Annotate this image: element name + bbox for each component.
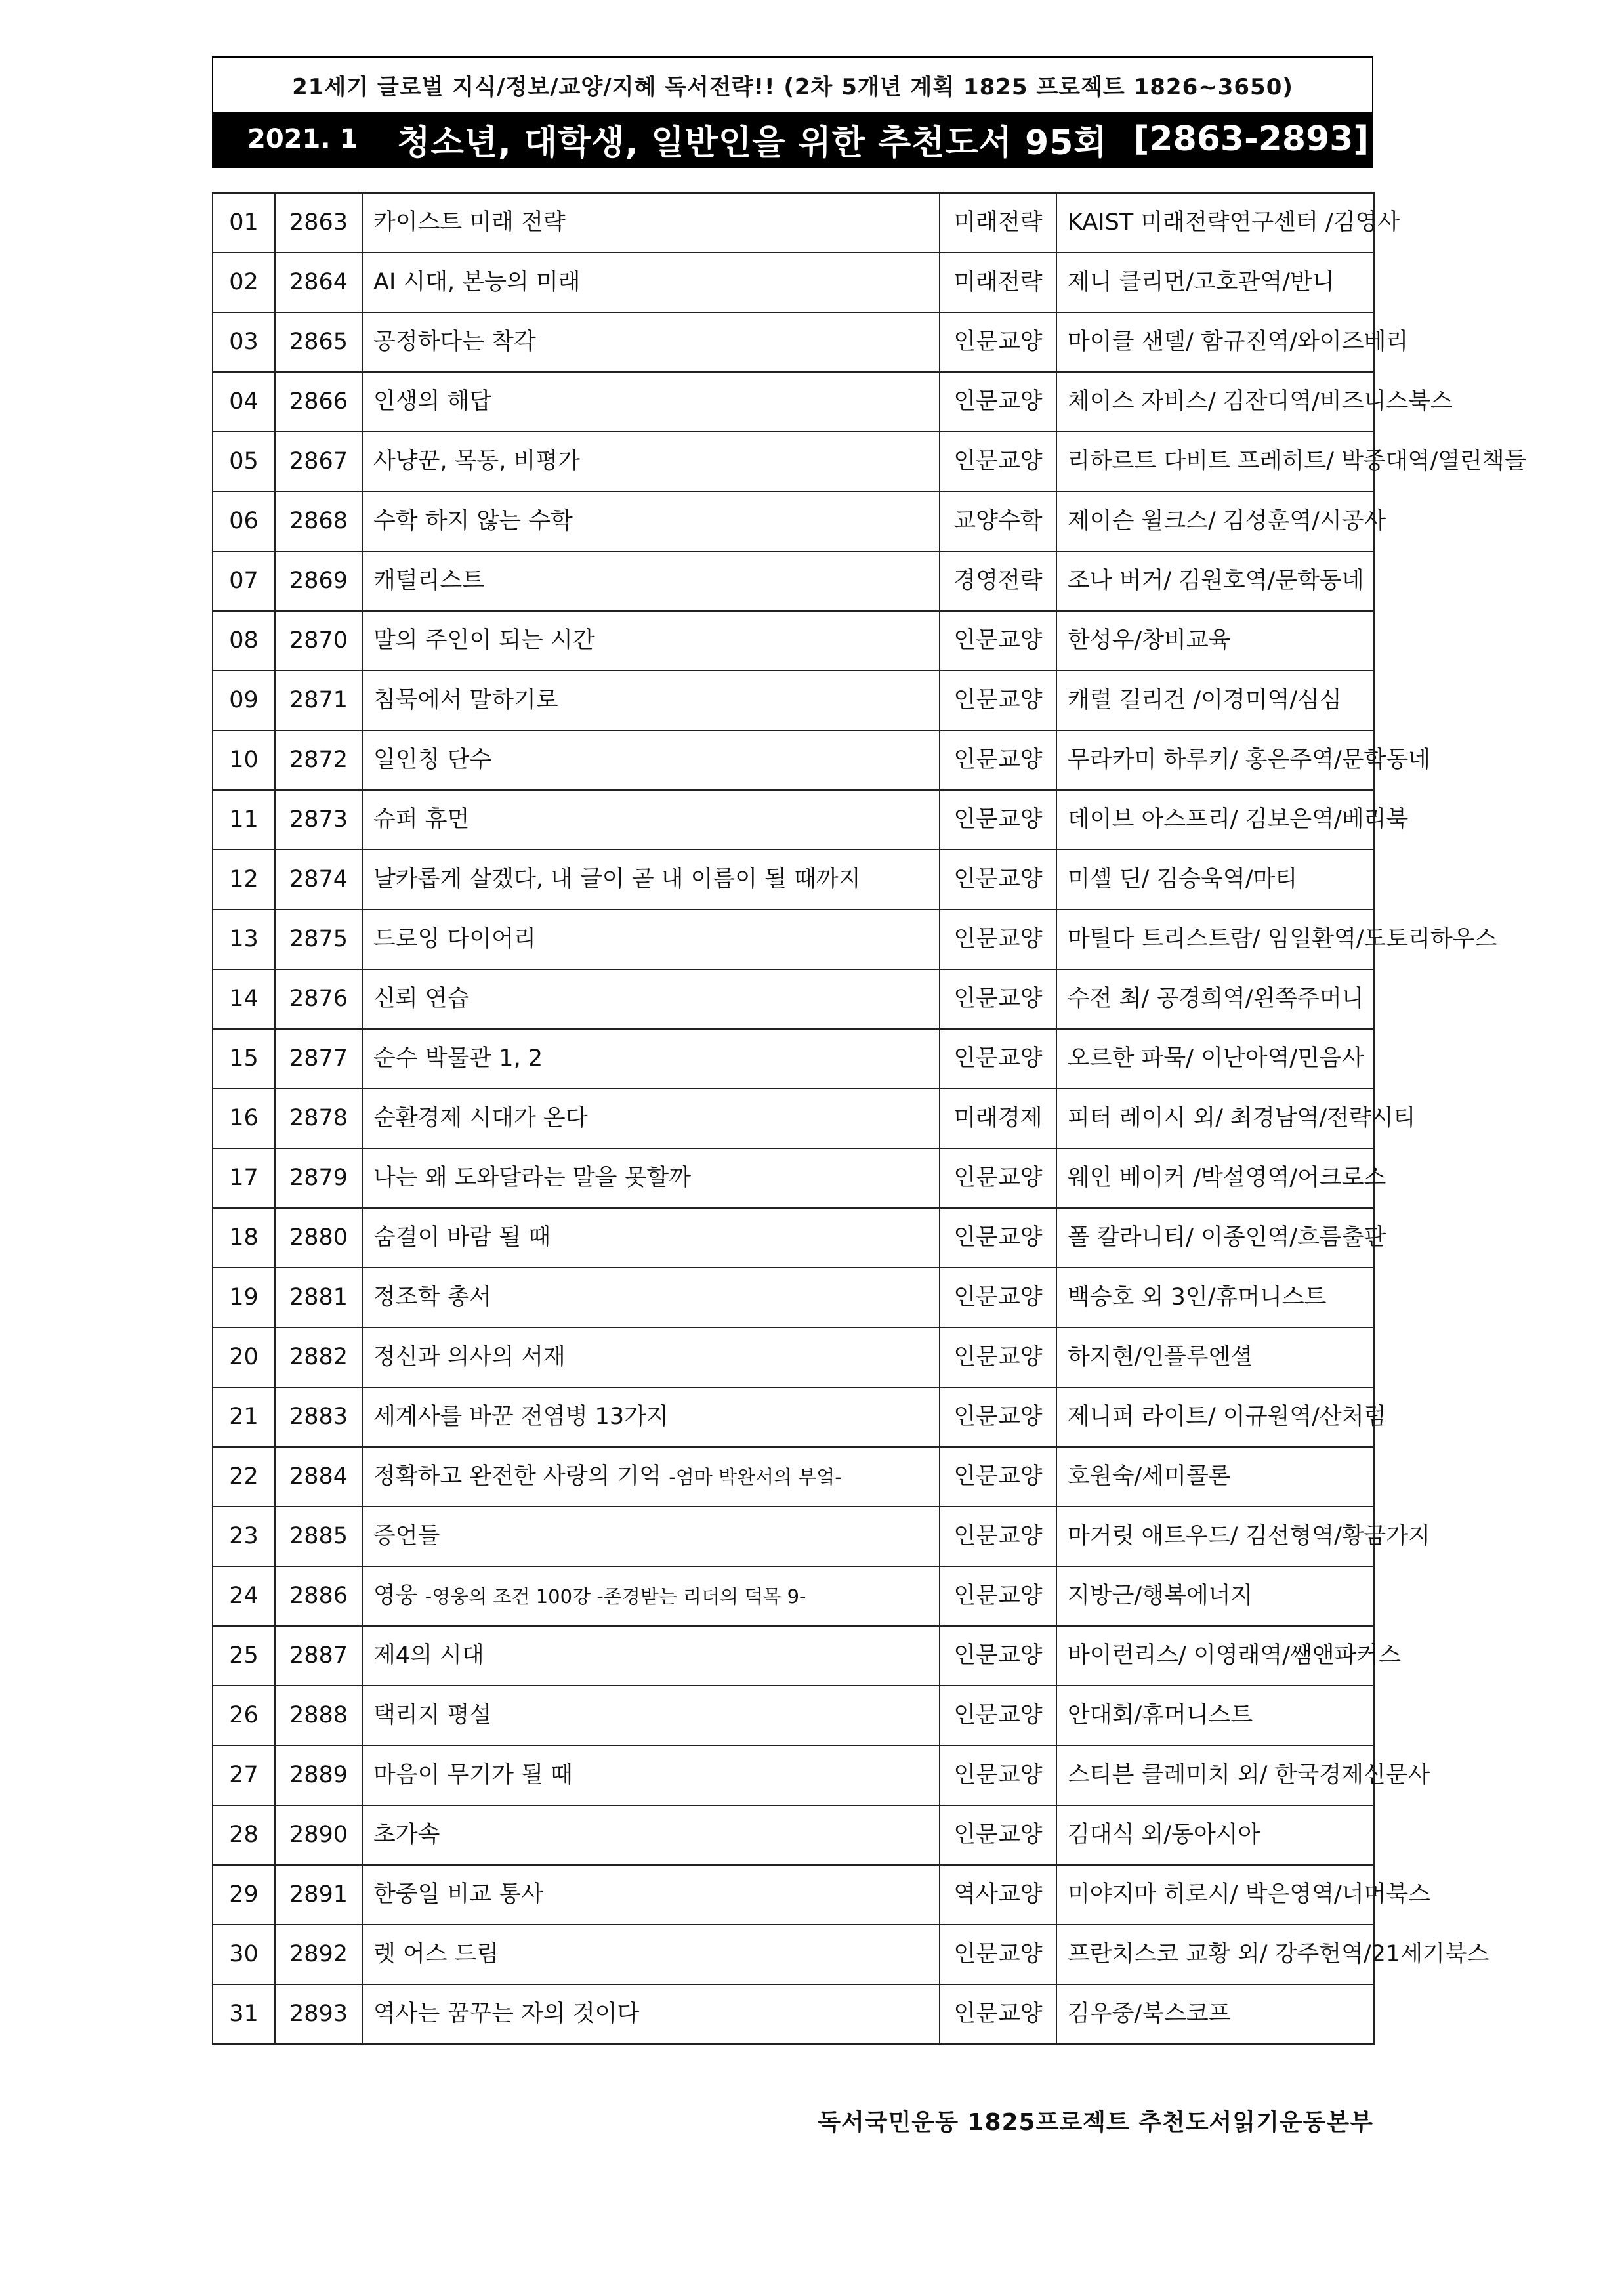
row-number: 31 [213,1984,275,2044]
book-author: 안대회/휴머니스트 [1056,1686,1374,1745]
book-title-main: 역사는 꿈꾸는 자의 것이다 [373,2001,640,2028]
table-row [213,372,1374,432]
book-title [362,790,940,850]
table-row [213,551,1374,611]
book-id: 2893 [275,1984,362,2044]
book-author: 제이슨 윌크스/ 김성훈역/시공사 [1056,491,1374,551]
document-header [212,56,1373,168]
row-number: 22 [213,1447,275,1507]
table-row [213,1148,1374,1208]
book-id: 2868 [275,491,362,551]
book-category: 인문교양 [940,730,1056,790]
table-row [213,671,1374,730]
book-id: 2884 [275,1447,362,1507]
book-id: 2871 [275,671,362,730]
table-row [213,1507,1374,1566]
row-number: 06 [213,491,275,551]
book-title-main: 카이스트 미래 전략 [373,209,566,236]
book-title-main: 순환경제 시대가 온다 [373,1105,588,1132]
book-title-main: AI 시대, 본능의 미래 [373,269,581,296]
book-title [362,1566,940,1626]
row-number: 15 [213,1029,275,1089]
book-id: 2876 [275,969,362,1029]
book-category: 인문교양 [940,1745,1056,1805]
book-category: 인문교양 [940,1984,1056,2044]
table-row [213,611,1374,671]
table-row [213,1089,1374,1148]
book-author: 스티븐 클레미치 외/ 한국경제신문사 [1056,1745,1374,1805]
book-id: 2892 [275,1925,362,1984]
table-row [213,193,1374,253]
book-title [362,1745,940,1805]
book-category: 미래전략 [940,253,1056,312]
book-category: 인문교양 [940,372,1056,432]
book-author: 데이브 아스프리/ 김보은역/베리북 [1056,790,1374,850]
book-author: 한성우/창비교육 [1056,611,1374,671]
book-title-main: 한중일 비교 통사 [373,1881,543,1908]
book-id: 2878 [275,1089,362,1148]
book-id: 2874 [275,850,362,909]
book-title-main: 제4의 시대 [373,1642,484,1669]
book-category: 인문교양 [940,1148,1056,1208]
book-title [362,372,940,432]
book-id: 2890 [275,1805,362,1865]
book-title [362,1984,940,2044]
book-title-main: 침묵에서 말하기로 [373,687,558,714]
table-row [213,909,1374,969]
book-title-main: 초가속 [373,1822,440,1848]
table-row [213,1626,1374,1686]
book-title [362,671,940,730]
book-title [362,1208,940,1268]
book-title-main: 날카롭게 살겠다, 내 글이 곧 내 이름이 될 때까지 [373,866,861,893]
row-number: 19 [213,1268,275,1327]
book-author: 조나 버거/ 김원호역/문학동네 [1056,551,1374,611]
book-title [362,1626,940,1686]
book-author: 김대식 외/동아시아 [1056,1805,1374,1865]
book-author: 캐럴 길리건 /이경미역/심심 [1056,671,1374,730]
table-row [213,1387,1374,1447]
book-id: 2869 [275,551,362,611]
table-row [213,790,1374,850]
table-row [213,730,1374,790]
book-title-main: 인생의 해답 [373,388,492,415]
book-title [362,611,940,671]
book-title [362,432,940,491]
book-title-main: 순수 박물관 1, 2 [373,1045,543,1072]
row-number: 01 [213,193,275,253]
row-number: 24 [213,1566,275,1626]
book-title-main: 드로잉 다이어리 [373,926,536,953]
table-row [213,1984,1374,2044]
page-title: 청소년, 대학생, 일반인을 위한 추천도서 95회 [397,123,1108,163]
row-number: 17 [213,1148,275,1208]
book-title-main: 말의 주인이 되는 시간 [373,627,595,654]
book-id: 2887 [275,1626,362,1686]
book-title-main: 정조학 총서 [373,1284,492,1311]
book-id: 2864 [275,253,362,312]
book-author: 제니 클리먼/고호관역/반니 [1056,253,1374,312]
title-bar [213,112,1372,167]
book-author: 김우중/북스코프 [1056,1984,1374,2044]
book-author: 마이클 샌델/ 함규진역/와이즈베리 [1056,312,1374,372]
book-id: 2882 [275,1327,362,1387]
book-category: 교양수학 [940,491,1056,551]
book-category: 인문교양 [940,1626,1056,1686]
book-id: 2873 [275,790,362,850]
book-title [362,1447,940,1507]
book-author: 하지현/인플루엔셜 [1056,1327,1374,1387]
book-category: 인문교양 [940,1805,1056,1865]
table-row [213,1745,1374,1805]
book-title [362,1865,940,1925]
row-number: 04 [213,372,275,432]
table-row [213,969,1374,1029]
book-author: 오르한 파묵/ 이난아역/민음사 [1056,1029,1374,1089]
row-number: 13 [213,909,275,969]
table-row [213,1566,1374,1626]
table-row [213,1686,1374,1745]
book-category: 인문교양 [940,312,1056,372]
book-author: KAIST 미래전략연구센터 /김영사 [1056,193,1374,253]
book-id: 2872 [275,730,362,790]
book-author: 제니퍼 라이트/ 이규원역/산처럼 [1056,1387,1374,1447]
book-title-main: 마음이 무기가 될 때 [373,1762,573,1789]
book-title [362,1387,940,1447]
table-row [213,1327,1374,1387]
book-author: 피터 레이시 외/ 최경남역/전략시티 [1056,1089,1374,1148]
row-number: 14 [213,969,275,1029]
row-number: 26 [213,1686,275,1745]
row-number: 07 [213,551,275,611]
book-category: 인문교양 [940,909,1056,969]
book-id: 2877 [275,1029,362,1089]
book-author: 미야지마 히로시/ 박은영역/너머북스 [1056,1865,1374,1925]
row-number: 25 [213,1626,275,1686]
header-range: [2863-2893] [1133,119,1369,159]
row-number: 02 [213,253,275,312]
book-author: 바이런리스/ 이영래역/쌤앤파커스 [1056,1626,1374,1686]
book-title [362,193,940,253]
row-number: 11 [213,790,275,850]
row-number: 28 [213,1805,275,1865]
book-title [362,312,940,372]
book-title [362,1148,940,1208]
book-author: 웨인 베이커 /박설영역/어크로스 [1056,1148,1374,1208]
book-title-main: 일인칭 단수 [373,747,492,774]
book-category: 인문교양 [940,1507,1056,1566]
book-title [362,1805,940,1865]
book-title-main: 슈퍼 휴먼 [373,806,470,833]
book-id: 2870 [275,611,362,671]
book-title [362,551,940,611]
book-title [362,1507,940,1566]
book-author: 프란치스코 교황 외/ 강주헌역/21세기북스 [1056,1925,1374,1984]
book-id: 2863 [275,193,362,253]
book-category: 미래전략 [940,193,1056,253]
book-title [362,1327,940,1387]
book-category: 인문교양 [940,1029,1056,1089]
book-title [362,1686,940,1745]
row-number: 27 [213,1745,275,1805]
row-number: 23 [213,1507,275,1566]
book-title [362,969,940,1029]
book-table [212,192,1527,2045]
book-title-main: 사냥꾼, 목동, 비평가 [373,448,580,475]
row-number: 10 [213,730,275,790]
book-title-main: 숨결이 바람 될 때 [373,1224,551,1251]
book-category: 인문교양 [940,969,1056,1029]
book-id: 2875 [275,909,362,969]
book-id: 2880 [275,1208,362,1268]
book-title-main: 캐털리스트 [373,568,485,595]
book-title-sub: -영웅의 조건 100강 -존경받는 리더의 덕목 9- [425,1585,806,1608]
book-category: 인문교양 [940,1208,1056,1268]
table-row [213,312,1374,372]
book-category: 인문교양 [940,1387,1056,1447]
book-author: 체이스 자비스/ 김잔디역/비즈니스북스 [1056,372,1374,432]
book-id: 2883 [275,1387,362,1447]
book-title [362,730,940,790]
book-category: 인문교양 [940,1925,1056,1984]
header-date: 2021. 1 [247,124,358,154]
book-title-main: 영웅 [373,1583,418,1610]
book-author: 미셸 딘/ 김승욱역/마티 [1056,850,1374,909]
book-title-main: 공정하다는 착각 [373,329,536,356]
row-number: 21 [213,1387,275,1447]
book-title-main: 수학 하지 않는 수학 [373,508,573,535]
book-title [362,1268,940,1327]
book-id: 2867 [275,432,362,491]
book-id: 2889 [275,1745,362,1805]
book-id: 2886 [275,1566,362,1626]
book-title [362,1029,940,1089]
row-number: 05 [213,432,275,491]
table-row [213,1268,1374,1327]
book-title-main: 증언들 [373,1523,440,1550]
table-row [213,850,1374,909]
footer-organization: 독서국민운동 1825프로젝트 추천도서읽기운동본부 [818,2109,1373,2136]
book-category: 인문교양 [940,850,1056,909]
book-id: 2885 [275,1507,362,1566]
book-author: 폴 칼라니티/ 이종인역/흐름출판 [1056,1208,1374,1268]
book-title-main: 택리지 평설 [373,1702,492,1729]
book-author: 수전 최/ 공경희역/왼쪽주머니 [1056,969,1374,1029]
table-row [213,1208,1374,1268]
book-id: 2891 [275,1865,362,1925]
book-author: 무라카미 하루키/ 홍은주역/문학동네 [1056,730,1374,790]
book-id: 2866 [275,372,362,432]
book-category: 인문교양 [940,1268,1056,1327]
row-number: 30 [213,1925,275,1984]
book-author: 호원숙/세미콜론 [1056,1447,1374,1507]
book-author: 리하르트 다비트 프레히트/ 박종대역/열린책들 [1056,432,1374,491]
book-title-main: 정확하고 완전한 사랑의 기억 [373,1463,662,1490]
table-row [213,253,1374,312]
row-number: 08 [213,611,275,671]
book-title-main: 렛 어스 드림 [373,1941,499,1968]
book-author: 마틸다 트리스트람/ 임일환역/도토리하우스 [1056,909,1374,969]
book-category: 인문교양 [940,611,1056,671]
book-title [362,491,940,551]
book-id: 2888 [275,1686,362,1745]
table-row [213,491,1374,551]
book-title [362,1089,940,1148]
book-title-main: 신뢰 연습 [373,986,470,1012]
book-category: 역사교양 [940,1865,1056,1925]
row-number: 29 [213,1865,275,1925]
book-title [362,850,940,909]
book-id: 2865 [275,312,362,372]
book-author: 지방근/행복에너지 [1056,1566,1374,1626]
row-number: 18 [213,1208,275,1268]
book-category: 인문교양 [940,1566,1056,1626]
book-title-main: 나는 왜 도와달라는 말을 못할까 [373,1165,692,1192]
book-title-main: 세계사를 바꾼 전염병 13가지 [373,1404,669,1430]
row-number: 16 [213,1089,275,1148]
book-category: 미래경제 [940,1089,1056,1148]
table-row [213,1805,1374,1865]
book-title-main: 정신과 의사의 서재 [373,1344,566,1371]
book-category: 인문교양 [940,1686,1056,1745]
book-category: 인문교양 [940,432,1056,491]
header-subtitle: 21세기 글로벌 지식/정보/교양/지혜 독서전략!! (2차 5개년 계획 1825 프로젝트 1826~3650) [213,58,1372,112]
table-row [213,1865,1374,1925]
book-category: 인문교양 [940,1327,1056,1387]
row-number: 03 [213,312,275,372]
book-title [362,253,940,312]
book-title [362,1925,940,1984]
book-author: 백승호 외 3인/휴머니스트 [1056,1268,1374,1327]
book-category: 인문교양 [940,1447,1056,1507]
table-row [213,1447,1374,1507]
book-title-sub: -엄마 박완서의 부엌- [669,1466,842,1489]
book-category: 경영전략 [940,551,1056,611]
table-row [213,432,1374,491]
row-number: 20 [213,1327,275,1387]
table-row [213,1029,1374,1089]
book-id: 2881 [275,1268,362,1327]
book-title [362,909,940,969]
table-row [213,1925,1374,1984]
book-category: 인문교양 [940,671,1056,730]
book-author: 마거릿 애트우드/ 김선형역/황금가지 [1056,1507,1374,1566]
row-number: 09 [213,671,275,730]
book-category: 인문교양 [940,790,1056,850]
book-id: 2879 [275,1148,362,1208]
row-number: 12 [213,850,275,909]
